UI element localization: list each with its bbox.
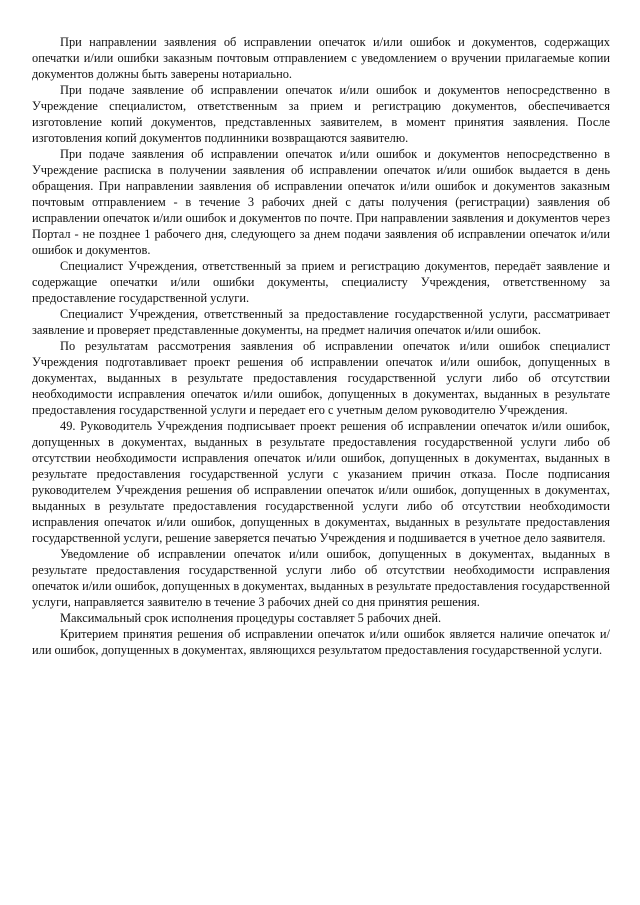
paragraph-receipt-issuance: При подаче заявления об исправлении опечаток и/или ошибок и документов непосредственно в Учреждение расписка в получении заявления об исправлении опечаток и/или ошибок выдается в день обращения. При направлении заявления об исправлении опечаток и/или ошибок и документов заказным почтовым отправлением - в течение 3 рабочих дней с даты получения (регистрации) заявления об исправлении опечаток и/или ошибок и документов по почте. При направлении заявления и документов через Портал - не позднее 1 рабочего дня, следующего за днем подачи заявления об исправлении опечаток и/или ошибок и документов.: [32, 147, 610, 257]
paragraph-max-duration: Максимальный срок исполнения процедуры составляет 5 рабочих дней.: [60, 611, 442, 625]
paragraph-criterion: Критерием принятия решения об исправлении опечаток и/или ошибок является наличие опечаток и/или ошибок, допущенных в документах, являющихся результатом предоставления государственной услуги.: [32, 627, 610, 657]
paragraph-review: Специалист Учреждения, ответственный за предоставление государственной услуги, рассматривает заявление и проверяет представленные документы, на предмет наличия опечаток и/или ошибок.: [32, 307, 610, 337]
paragraph-transfer-to-specialist: Специалист Учреждения, ответственный за прием и регистрацию документов, передаёт заявление и содержащие опечатки и/или ошибки документы, специалисту Учреждения, ответственному за предоставление государственной услуги.: [32, 259, 610, 305]
paragraph-notification: Уведомление об исправлении опечаток и/или ошибок, допущенных в документах, выданных в результате предоставления государственной услуги либо об отсутствии необходимости исправления опечаток и/или ошибок, допущенных в документах, выданных в результате предоставления государственной услуги, направляется заявителю в течение 3 рабочих дней со дня принятия решения.: [32, 547, 610, 609]
paragraph-49-signing: 49. Руководитель Учреждения подписывает проект решения об исправлении опечаток и/или ошибок, допущенных в документах, выданных в результате предоставления государственной услуги либо об отсутствии необходимости исправления опечаток и/или ошибок, допущенных в документах, выданных в результате предоставления государственной услуги с указанием причин отказа. После подписания руководителем Учреждения решения об исправлении опечаток и/или ошибок, допущенных в документах, выданных в результате предоставления государственной услуги либо об отсутствии необходимости исправления опечаток и/или ошибок, допущенных в документах, выданных в результате предоставления государственной услуги, решение заверяется печатью Учреждения и подшивается в учетное дело заявителя.: [32, 419, 610, 545]
paragraph-copies-in-person: При подаче заявление об исправлении опечаток и/или ошибок и документов непосредственно в Учреждение специалистом, ответственным за прием и регистрацию документов, обеспечивается изготовление копий документов, представленных заявителем, в момент принятия заявления. После изготовления копий документов подлинники возвращаются заявителю.: [32, 83, 610, 145]
paragraph-draft-decision: По результатам рассмотрения заявления об исправлении опечаток и/или ошибок специалист Учреждения подготавливает проект решения об исправлении опечаток и/или ошибок, допущенных в документах, выданных в результате предоставления государственной услуги либо об отсутствии необходимости исправления опечаток и/или ошибок, допущенных в документах, выданных в результате предоставления государственной услуги и передает его с учетным делом руководителю Учреждения.: [32, 339, 610, 417]
paragraph-copies-notarization: При направлении заявления об исправлении опечаток и/или ошибок и документов, содержащих опечатки и/или ошибки заказным почтовым отправлением с уведомлением о вручении прилагаемые копии документов должны быть заверены нотариально.: [32, 35, 610, 81]
